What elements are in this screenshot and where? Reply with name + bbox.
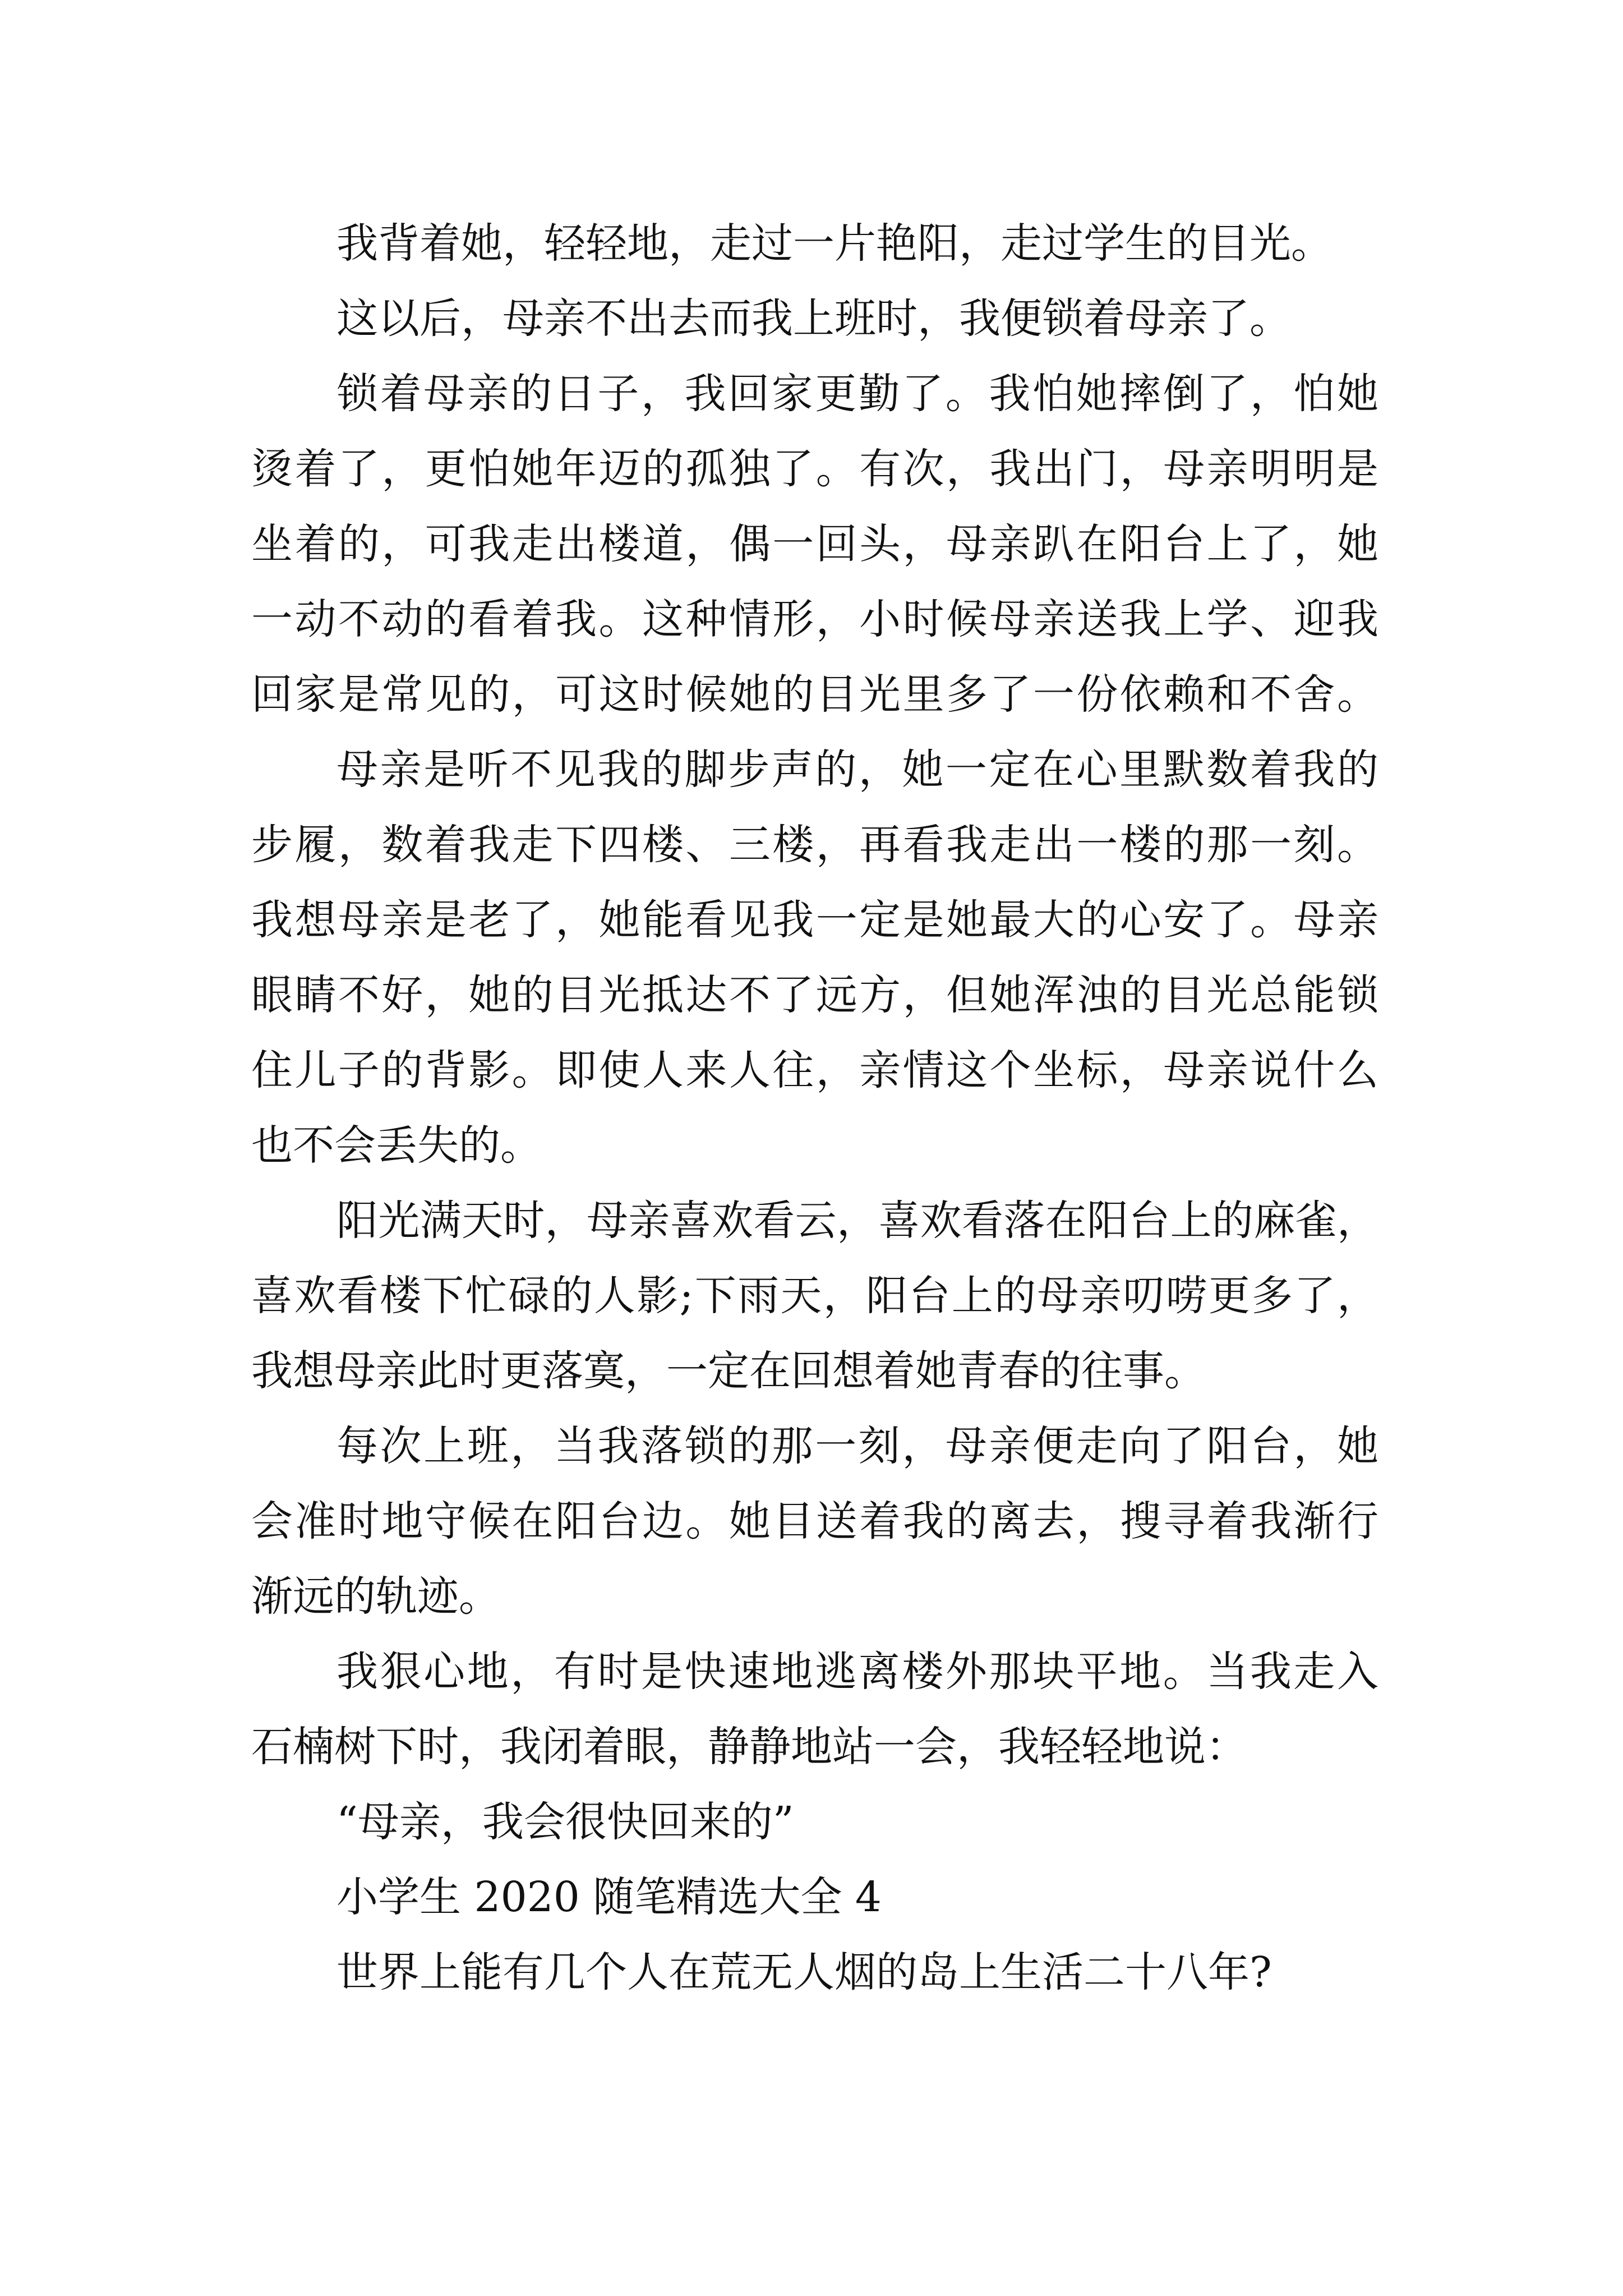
text-line: 眼睛不好，她的目光抵达不了远方，但她浑浊的目光总能锁: [251, 971, 1378, 1019]
text-line: 母亲是听不见我的脚步声的，她一定在心里默数着我的: [336, 746, 1378, 794]
text-line: 坐着的，可我走出楼道，偶一回头，母亲趴在阳台上了，她: [251, 520, 1378, 568]
text-line: 我想母亲是老了，她能看见我一定是她最大的心安了。母亲: [251, 896, 1378, 944]
text-line: 喜欢看楼下忙碌的人影;下雨天，阳台上的母亲叨唠更多了，: [251, 1272, 1378, 1320]
text-line: 每次上班，当我落锁的那一刻，母亲便走向了阳台，她: [336, 1422, 1378, 1470]
text-line: “母亲，我会很快回来的”: [336, 1798, 794, 1846]
text-line: 回家是常见的，可这时候她的目光里多了一份依赖和不舍。: [251, 670, 1378, 719]
text-line: 阳光满天时，母亲喜欢看云，喜欢看落在阳台上的麻雀，: [336, 1197, 1378, 1245]
text-line: 烫着了，更怕她年迈的孤独了。有次，我出门，母亲明明是: [251, 445, 1378, 493]
text-line: 渐远的轨迹。: [251, 1572, 500, 1621]
section-heading: 小学生 2020 随笔精选大全 4: [336, 1873, 882, 1921]
text-line: 步履，数着我走下四楼、三楼，再看我走出一楼的那一刻。: [251, 821, 1378, 869]
text-line: 会准时地守候在阳台边。她目送着我的离去，搜寻着我渐行: [251, 1497, 1378, 1545]
text-line: 我背着她，轻轻地，走过一片艳阳，走过学生的目光。: [336, 219, 1332, 268]
text-line: 也不会丢失的。: [251, 1121, 542, 1170]
text-line: 锁着母亲的日子，我回家更勤了。我怕她摔倒了，怕她: [336, 370, 1378, 418]
text-line: 我狠心地，有时是快速地逃离楼外那块平地。当我走入: [336, 1648, 1378, 1696]
text-line: 这以后，母亲不出去而我上班时，我便锁着母亲了。: [336, 295, 1291, 343]
text-line: 住儿子的背影。即使人来人往，亲情这个坐标，母亲说什么: [251, 1046, 1378, 1094]
text-line: 一动不动的看着我。这种情形，小时候母亲送我上学、迎我: [251, 595, 1378, 643]
text-line: 世界上能有几个人在荒无人烟的岛上生活二十八年?: [336, 1948, 1272, 1996]
text-line: 石楠树下时，我闭着眼，静静地站一会，我轻轻地说：: [251, 1723, 1247, 1771]
text-line: 我想母亲此时更落寞，一定在回想着她青春的往事。: [251, 1347, 1206, 1395]
